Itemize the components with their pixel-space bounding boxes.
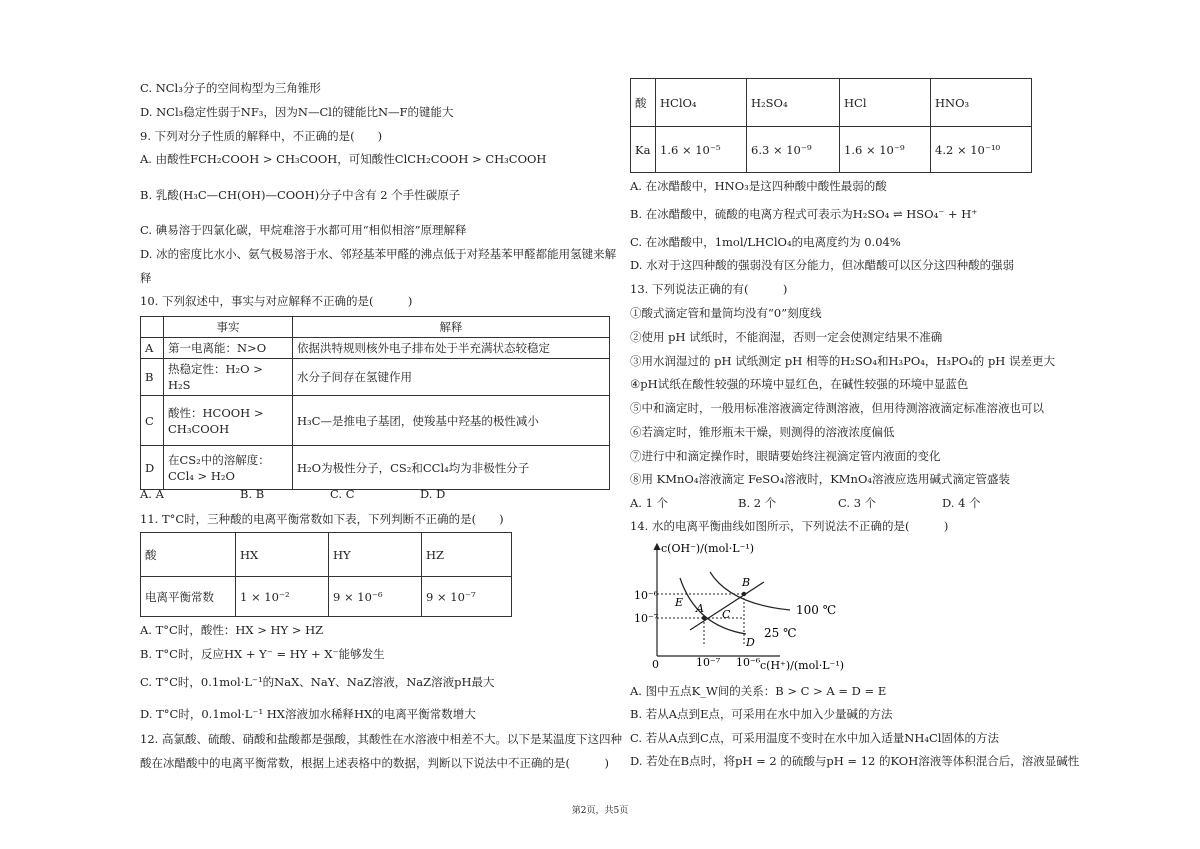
table-row — [141, 533, 512, 577]
y-tick-label: 10⁻⁶ — [634, 589, 659, 602]
curve-label-100c: 100 ℃ — [796, 603, 837, 617]
text-line: ⑧用 KMnO₄溶液滴定 FeSO₄溶液时，KMnO₄溶液应选用碱式滴定管盛装 — [630, 472, 1011, 486]
option: B. B — [240, 487, 265, 501]
table-cell: 6.3 × 10⁻⁹ — [747, 127, 840, 173]
origin-label: 0 — [652, 658, 659, 671]
text-line: C. 碘易溶于四氯化碳，甲烷难溶于水都可用“相似相溶”原理解释 — [140, 223, 467, 237]
text-line: 10. 下列叙述中，事实与对应解释不正确的是( ) — [140, 294, 413, 308]
x-tick-label: 10⁻⁷ — [696, 656, 721, 669]
text-line: C. 在冰醋酸中，1mol/LHClO₄的电离度约为 0.04% — [630, 235, 901, 249]
table-cell: 水分子间存在氢键作用 — [293, 359, 610, 396]
table-cell: 电离平衡常数 — [141, 577, 236, 617]
table-cell: HX — [236, 533, 329, 577]
q11-table — [140, 532, 512, 617]
q10-options — [140, 486, 445, 502]
table-cell: 1.6 × 10⁻⁵ — [656, 127, 747, 173]
table-cell: 4.2 × 10⁻¹⁰ — [931, 127, 1032, 173]
table-cell: HZ — [422, 533, 512, 577]
q10-table — [140, 316, 610, 490]
table-row — [141, 396, 610, 446]
text-line: A. T°C时，酸性：HX > HY > HZ — [140, 623, 324, 637]
table-cell: D — [141, 446, 164, 490]
table-cell: 在CS₂中的溶解度：CCl₄ > H₂O — [164, 446, 293, 490]
x-axis-label: c(H⁺)/(mol·L⁻¹) — [760, 659, 845, 672]
y-tick-label: 10⁻⁷ — [634, 612, 659, 625]
text-line: C. 若从A点到C点，可采用温度不变时在水中加入适量NH₄Cl固体的方法 — [630, 731, 999, 745]
table-row — [631, 79, 1032, 127]
option: C. C — [330, 487, 355, 501]
text-line: D. 水对于这四种酸的强弱没有区分能力，但冰醋酸可以区分这四种酸的强弱 — [630, 258, 1015, 272]
text-line: ⑥若滴定时，锥形瓶未干燥，则测得的溶液浓度偏低 — [630, 425, 895, 439]
option: A. A — [140, 487, 164, 501]
table-cell: 9 × 10⁻⁶ — [329, 577, 422, 617]
option: A. 1 个 — [630, 496, 669, 510]
curve-label-25c: 25 ℃ — [764, 626, 797, 640]
table-cell: 酸性：HCOOH > CH₃COOH — [164, 396, 293, 446]
x-tick-label: 10⁻⁶ — [736, 656, 761, 669]
text-line: B. 乳酸(H₃C—CH(OH)—COOH)分子中含有 2 个手性碳原子 — [140, 188, 461, 202]
table-cell: 第一电离能：N>O — [164, 338, 293, 359]
text-line: 12. 高氯酸、硫酸、硝酸和盐酸都是强酸，其酸性在水溶液中相差不大。以下是某温度下这四种 — [140, 732, 622, 746]
point-b — [742, 592, 746, 596]
q11-stem: 11. T°C时，三种酸的电离平衡常数如下表，下列判断不正确的是( ) — [140, 512, 504, 526]
table-cell: 热稳定性：H₂O > H₂S — [164, 359, 293, 396]
text-line: ⑦进行中和滴定操作时，眼睛要始终注视滴定管内液面的变化 — [630, 449, 941, 463]
text-line: ②使用 pH 试纸时，不能润湿，否则一定会使测定结果不准确 — [630, 330, 943, 344]
y-axis-label: c(OH⁻)/(mol·L⁻¹) — [661, 542, 755, 555]
text-line: 9. 下列对分子性质的解释中，不正确的是( ) — [140, 129, 383, 143]
point-label: A — [696, 602, 704, 615]
table-cell: HClO₄ — [656, 79, 747, 127]
table-row — [141, 338, 610, 359]
table-row — [141, 359, 610, 396]
table-row — [141, 577, 512, 617]
table-cell: H₂SO₄ — [747, 79, 840, 127]
text-line: B. T°C时，反应HX + Y⁻ = HY + X⁻能够发生 — [140, 647, 385, 661]
table-cell: HY — [329, 533, 422, 577]
text-line: A. 由酸性FCH₂COOH > CH₃COOH，可知酸性ClCH₂COOH > CH₃COOH — [140, 152, 547, 166]
text-line: C. NCl₃分子的空间构型为三角锥形 — [140, 81, 321, 95]
point-label: C — [722, 608, 731, 621]
table-cell: C — [141, 396, 164, 446]
table-cell: 9 × 10⁻⁷ — [422, 577, 512, 617]
text-line: 释 — [140, 271, 152, 285]
table-row — [141, 446, 610, 490]
table-cell: 酸 — [141, 533, 236, 577]
text-line: ③用水润湿过的 pH 试纸测定 pH 相等的H₂SO₄和H₃PO₄，H₃PO₄的 pH 误差更大 — [630, 354, 1055, 368]
text-line: ①酸式滴定管和量筒均没有“0”刻度线 — [630, 306, 822, 320]
table-cell: HCl — [840, 79, 931, 127]
water-ionization-graph — [630, 538, 900, 674]
text-line: D. 冰的密度比水小、氨气极易溶于水、邻羟基苯甲醛的沸点低于对羟基苯甲醛都能用氢键来解 — [140, 247, 617, 261]
table-cell: 1.6 × 10⁻⁹ — [840, 127, 931, 173]
text-line: D. T°C时，0.1mol·L⁻¹ HX溶液加水稀释HX的电离平衡常数增大 — [140, 707, 476, 721]
ka-table — [630, 78, 1032, 173]
table-cell: H₂O为极性分子，CS₂和CCl₄均为非极性分子 — [293, 446, 610, 490]
option: D. 4 个 — [942, 496, 981, 510]
option: D. D — [420, 487, 446, 501]
text-line: D. NCl₃稳定性弱于NF₃，因为N—Cl的键能比N—F的键能大 — [140, 105, 454, 119]
table-header-cell: 解释 — [293, 317, 610, 338]
point-label: D — [746, 636, 755, 649]
table-row — [631, 127, 1032, 173]
table-header-row — [141, 317, 610, 338]
table-cell: 1 × 10⁻² — [236, 577, 329, 617]
text-line: D. 若处在B点时，将pH = 2 的硫酸与pH = 12 的KOH溶液等体积混合后，溶液显碱性 — [630, 754, 1080, 768]
text-line: ⑤中和滴定时，一般用标准溶液滴定待测溶液，但用待测溶液滴定标准溶液也可以 — [630, 401, 1044, 415]
table-cell: 酸 — [631, 79, 656, 127]
q13-options — [630, 495, 981, 511]
text-line: 13. 下列说法正确的有( ) — [630, 282, 788, 296]
table-cell: A — [141, 338, 164, 359]
table-header-cell — [141, 317, 164, 338]
text-line: B. 在冰醋酸中，硫酸的电离方程式可表示为H₂SO₄ ⇌ HSO₄⁻ + H⁺ — [630, 207, 978, 221]
point-label: E — [675, 596, 684, 609]
point-a — [702, 616, 706, 620]
table-cell: Ka — [631, 127, 656, 173]
point-label: B — [742, 576, 751, 589]
text-line: B. 若从A点到E点，可采用在水中加入少量碱的方法 — [630, 707, 893, 721]
table-cell: H₃C—是推电子基团，使羧基中羟基的极性减小 — [293, 396, 610, 446]
table-cell: 依据洪特规则核外电子排布处于半充满状态较稳定 — [293, 338, 610, 359]
option: B. 2 个 — [738, 496, 777, 510]
text-line: ④pH试纸在酸性较强的环境中显红色，在碱性较强的环境中显蓝色 — [630, 377, 969, 391]
table-header-cell: 事实 — [164, 317, 293, 338]
text-line: C. T°C时，0.1mol·L⁻¹的NaX、NaY、NaZ溶液，NaZ溶液pH最大 — [140, 675, 495, 689]
text-line: A. 在冰醋酸中，HNO₃是这四种酸中酸性最弱的酸 — [630, 179, 887, 193]
table-cell: B — [141, 359, 164, 396]
curve-25c — [680, 578, 746, 634]
option: C. 3 个 — [838, 496, 877, 510]
q14-stem: 14. 水的电离平衡曲线如图所示，下列说法不正确的是( ) — [630, 519, 949, 533]
table-cell: HNO₃ — [931, 79, 1032, 127]
text-line: 酸在冰醋酸中的电离平衡常数，根据上述表格中的数据，判断以下说法中不正确的是( ) — [140, 756, 609, 770]
text-line: A. 图中五点K_W间的关系：B > C > A = D = E — [630, 684, 887, 698]
page-footer: 第2页，共5页 — [571, 806, 629, 816]
